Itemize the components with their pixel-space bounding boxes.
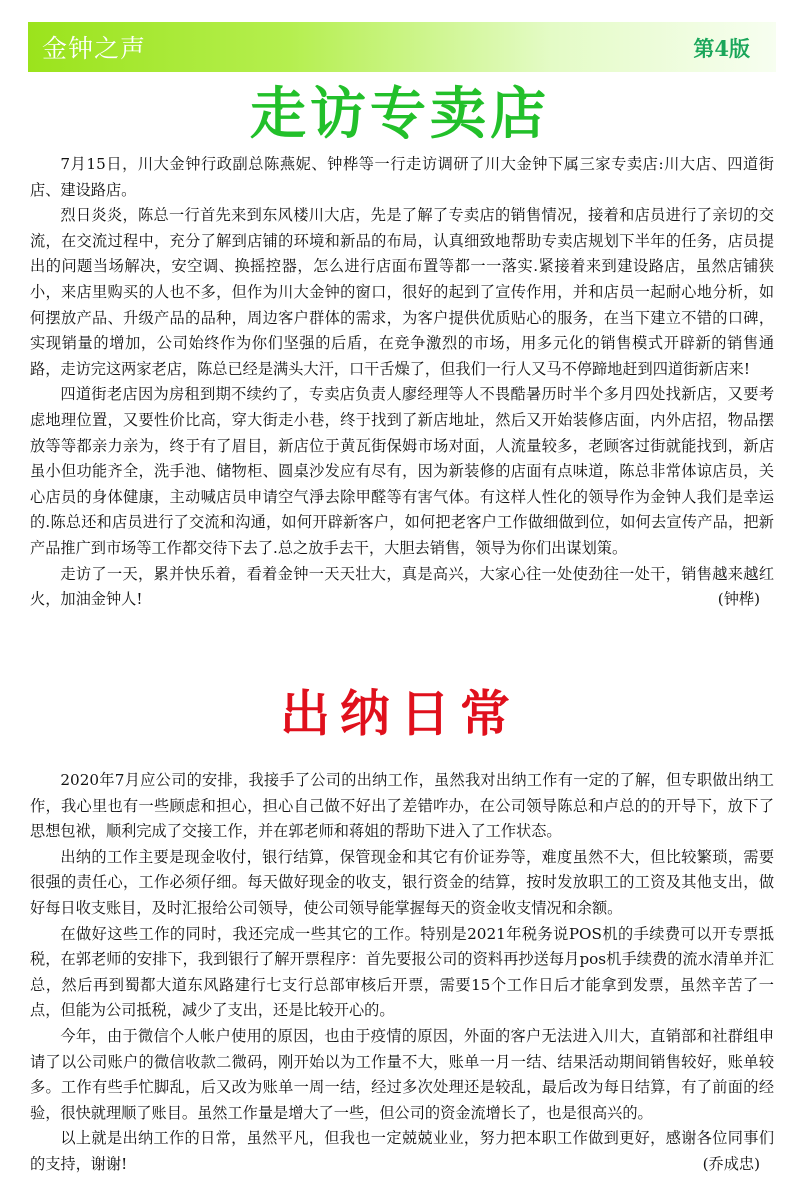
- article2-paragraph: 在做好这些工作的同时，我还完成一些其它的工作。特别是2021年税务说POS机的手续费可以开专票抵税，在郭老师的安排下，我到银行了解开票程序：首先要报公司的资料再抄送每月pos机手续费的流水清单并汇总，然后再到蜀都大道东风路建行七支行总部审核后开票，需要15个工作日后才能拿到发票，虽然辛苦了一点，但能为公司抵税，减少了支出，还是比较开心的。: [30, 924, 774, 1020]
- article1-body: [30, 152, 774, 613]
- article2-paragraph: [30, 1126, 774, 1177]
- article1-paragraph: 烈日炎炎，陈总一行首先来到东风楼川大店，先是了解了专卖店的销售情况，接着和店员进行了亲切的交流，在交流过程中，充分了解到店铺的环境和新品的布局，认真细致地帮助专卖店规划下半年的任务，店员提出的问题当场解决，安空调、换摇控器，怎么进行店面布置等都一一落实.紧接着来到建设路店，虽然店铺狭小，来店里购买的人也不多，但作为川大金钟的窗口，很好的起到了宣传作用，并和店员一起耐心地分析，如何摆放产品、升级产品的品种，周边客户群体的需求，为客户提供优质贴心的服务，在当下建立不错的口碑，实现销量的增加，公司始终作为你们坚强的后盾，在竞争激烈的市场，用多元化的销售模式开辟新的销售通路，走访完这两家老店，陈总已经是满头大汗，口干舌燥了，但我们一行人又马不停蹄地赶到四道街新店来!: [30, 206, 774, 378]
- article1-paragraph-text: 走访了一天，累并快乐着，看着金钟一天天壮大，真是高兴，大家心往一处使劲往一处干，销售越来越红火，加油金钟人!: [30, 564, 774, 609]
- edition-label: 第4版: [693, 36, 750, 61]
- article2-paragraph: 2020年7月应公司的安排，我接手了公司的出纳工作，虽然我对出纳工作有一定的了解，但专职做出纳工作，我心里也有一些顾虑和担心，担心自己做不好出了差错咋办，在公司领导陈总和卢总的的开导下，放下了思想包袱，顺利完成了交接工作，并在郭老师和蒋姐的帮助下进入了工作状态。: [30, 771, 774, 841]
- article1-byline: (钟桦): [717, 590, 760, 609]
- newsletter-title: 金钟之声: [42, 34, 147, 63]
- article1-paragraph: [30, 562, 774, 613]
- article2-paragraph: 今年，由于微信个人帐户使用的原因，也由于疫情的原因，外面的客户无法进入川大，直销部和社群组申请了以公司账户的微信收款二微码，刚开始以为工作量不大，账单一月一结、结果活动期间销售较好，账单较多。工作有些手忙脚乱，后又改为账单一周一结，经过多次处理还是较乱，最后改为每日结算，有了前面的经验，很快就理顺了账目。虽然工作量是增大了一些，但公司的资金流增长了，也是很高兴的。: [30, 1026, 774, 1122]
- article1-headline: 走访专卖店: [250, 82, 550, 147]
- article2-headline: 出纳日常: [280, 685, 520, 743]
- article2-body: [30, 768, 774, 1178]
- article1-paragraph: 四道街老店因为房租到期不续约了，专卖店负责人廖经理等人不畏酷暑历时半个多月四处找新店，又要考虑地理位置，又要性价比高，穿大街走小巷，终于找到了新店地址，然后又开始装修店面，内外店招，物品摆放等等都亲力亲为，终于有了眉目，新店位于黄瓦街保姆市场对面，人流量较多，老顾客过街就能找到，新店虽小但功能齐全，洗手池、储物柜、圆桌沙发应有尽有，因为新装修的店面有点味道，陈总非常体谅店员，关心店员的身体健康，主动喊店员申请空气淨去除甲醛等有害气体。有这样人性化的领导作为金钟人我们是幸运的.陈总还和店员进行了交流和沟通，如何开辟新客户，如何把老客户工作做细做到位，如何去宣传产品，把新产品推广到市场等工作都交待下去了.总之放手去干，大胆去销售，领导为你们出谋划策。: [30, 385, 774, 557]
- article2-paragraph-text: 以上就是出纳工作的日常，虽然平凡，但我也一定兢兢业业，努力把本职工作做到更好，感谢各位同事们的支持，谢谢!: [30, 1129, 774, 1173]
- article2-paragraph: 出纳的工作主要是现金收付，银行结算，保管现金和其它有价证券等，难度虽然不大，但比较繁琐，需要很强的责任心，工作必须仔细。每天做好现金的收支，银行资金的结算，按时发放职工的工资及其他支出，做好每日收支账目，及时汇报给公司领导，使公司领导能掌握每天的资金收支情况和余额。: [30, 847, 774, 917]
- article1-paragraph: 7月15日，川大金钟行政副总陈燕妮、钟桦等一行走访调研了川大金钟下属三家专卖店:川大店、四道街店、建设路店。: [30, 155, 774, 199]
- newsletter-banner: [28, 22, 776, 72]
- article2-byline: (乔成忠): [702, 1154, 760, 1173]
